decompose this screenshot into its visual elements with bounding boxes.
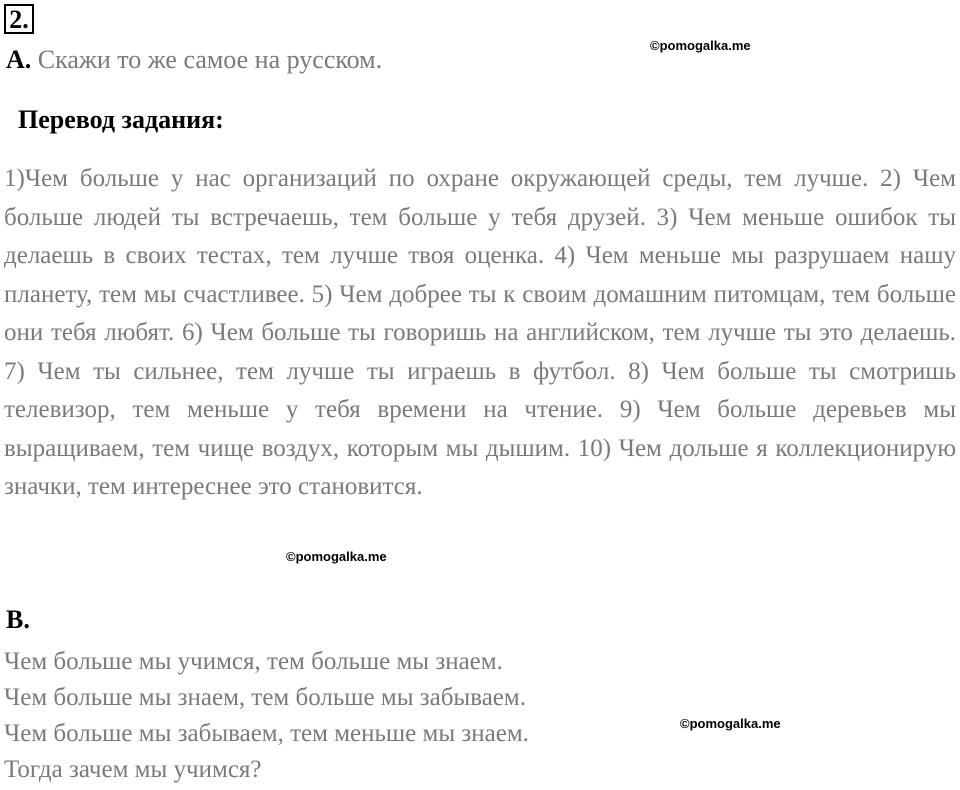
part-a-instruction: Скажи то же самое на русском. xyxy=(37,45,383,74)
poem-line: Чем больше мы учимся, тем больше мы знаем. xyxy=(4,648,503,675)
part-b-label: B. xyxy=(6,605,30,634)
translation-text: 1)Чем больше у нас организаций по охране окружающей среды, тем лучше. 2) Чем больше людей ты встречаешь, тем больше у тебя друзей. 3) Чем меньше ошибок ты делаешь в своих тестах, тем лучше твоя оценка. 4) Чем меньше мы разрушаем нашу планету, тем мы счастливее. 5) Чем добрее ты к своим домашним питомцам, тем больше они тебя любят. 6) Чем больше ты говоришь на английском, тем лучше ты это делаешь. 7) Чем ты сильнее, тем лучше ты играешь в футбол. 8) Чем больше ты смотришь телевизор, тем меньше у тебя времени на чтение. 9) Чем больше деревьев мы выращиваем, тем чище воздух, которым мы дышим. 10) Чем дольше я коллекционирую значки, тем интереснее это становится. xyxy=(4,165,956,500)
part-b-poem xyxy=(4,644,529,788)
poem-line: Чем больше мы забываем, тем меньше мы знаем. xyxy=(4,720,529,747)
watermark: ©pomogalka.me xyxy=(680,716,781,731)
part-a-label: A. xyxy=(6,45,32,74)
part-a-line xyxy=(6,44,382,76)
poem-line: Тогда зачем мы учимся? xyxy=(4,756,262,783)
watermark: ©pomogalka.me xyxy=(650,38,751,53)
task-number: 2. xyxy=(4,4,34,34)
poem-line: Чем больше мы знаем, тем больше мы забываем. xyxy=(4,684,526,711)
watermark: ©pomogalka.me xyxy=(286,549,387,564)
translation-heading: Перевод задания: xyxy=(18,105,224,134)
